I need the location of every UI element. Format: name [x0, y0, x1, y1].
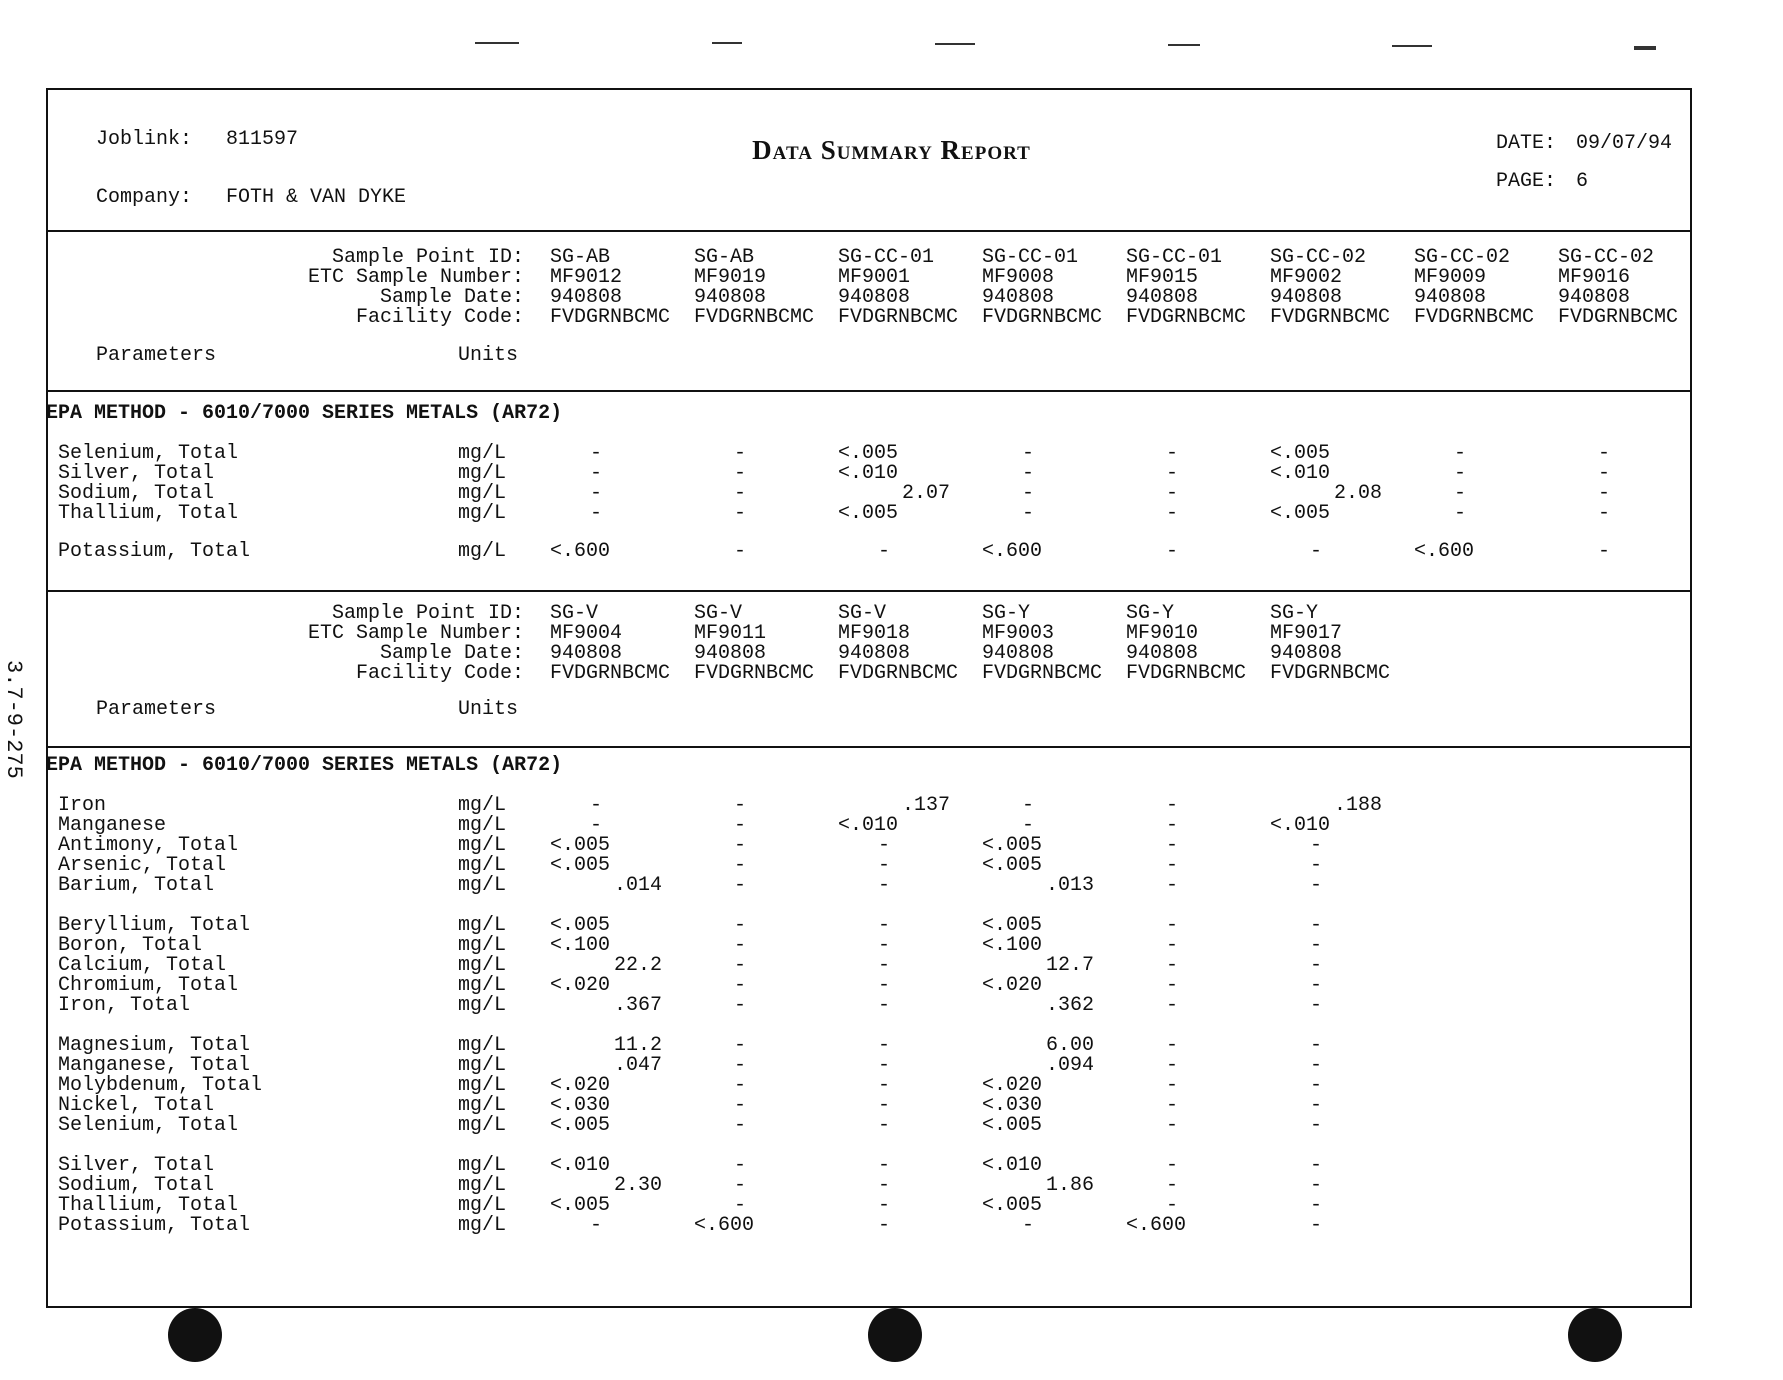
unit: mg/L — [458, 502, 507, 525]
result-value: - — [1310, 1034, 1323, 1057]
parameter-name: Sodium, Total — [58, 1174, 215, 1197]
result-value: - — [878, 1074, 891, 1097]
result-value: - — [1310, 874, 1323, 897]
result-value: .047 — [613, 1054, 662, 1077]
sample-number: MF9010 — [1126, 622, 1199, 645]
result-value: - — [1166, 1154, 1179, 1177]
result-value: <.600 — [982, 540, 1043, 563]
result-value: - — [734, 1194, 747, 1217]
date-value: 09/07/94 — [1576, 132, 1673, 155]
result-value: - — [1166, 1074, 1179, 1097]
result-value: <.010 — [982, 1154, 1043, 1177]
result-value: <.020 — [982, 1074, 1043, 1097]
result-value: - — [1022, 462, 1035, 485]
result-value: - — [1166, 794, 1179, 817]
result-value: - — [1166, 914, 1179, 937]
result-value: - — [1598, 442, 1611, 465]
unit: mg/L — [458, 442, 507, 465]
unit: mg/L — [458, 1154, 507, 1177]
punch-hole-left — [168, 1308, 222, 1362]
parameter-name: Manganese, Total — [58, 1054, 251, 1077]
sample-date: 940808 — [550, 642, 623, 665]
result-value: <.005 — [838, 442, 899, 465]
result-value: - — [734, 814, 747, 837]
header-divider — [46, 230, 1692, 232]
scan-mark — [712, 42, 742, 44]
result-value: <.005 — [550, 854, 611, 877]
parameter-name: Molybdenum, Total — [58, 1074, 263, 1097]
parameter-name: Iron, Total — [58, 994, 191, 1017]
result-value: - — [1310, 1214, 1323, 1237]
result-value: - — [1166, 1114, 1179, 1137]
sample-number: MF9002 — [1270, 266, 1343, 289]
unit: mg/L — [458, 954, 507, 977]
result-value: .013 — [1045, 874, 1094, 897]
result-value: - — [1310, 974, 1323, 997]
result-value: .188 — [1333, 794, 1382, 817]
sample-id: SG-V — [694, 602, 743, 625]
sample-date: 940808 — [1126, 642, 1199, 665]
result-value: - — [878, 1194, 891, 1217]
result-value: - — [1166, 934, 1179, 957]
punch-hole-right — [1568, 1308, 1622, 1362]
parameters-header: Parameters — [96, 698, 217, 721]
scan-mark — [1392, 45, 1432, 47]
result-value: <.600 — [1414, 540, 1475, 563]
result-value: - — [1454, 462, 1467, 485]
sample-id: SG-CC-01 — [1126, 246, 1223, 269]
sample-id: SG-V — [550, 602, 599, 625]
result-value: <.600 — [1126, 1214, 1187, 1237]
label-sample-point-id: Sample Point ID: — [331, 602, 524, 625]
result-value: - — [1022, 1214, 1035, 1237]
result-value: - — [734, 1074, 747, 1097]
result-value: - — [1166, 462, 1179, 485]
sample-facility: FVDGRNBCMC — [1414, 306, 1535, 329]
result-value: - — [1454, 502, 1467, 525]
result-value: <.005 — [982, 854, 1043, 877]
sample-id: SG-Y — [982, 602, 1031, 625]
result-value: - — [734, 462, 747, 485]
parameter-name: Sodium, Total — [58, 482, 215, 505]
result-value: .094 — [1045, 1054, 1094, 1077]
parameter-name: Manganese — [58, 814, 167, 837]
joblink-label: Joblink: — [96, 128, 193, 151]
result-value: - — [590, 442, 603, 465]
result-value: - — [734, 1054, 747, 1077]
company-label: Company: — [96, 186, 193, 209]
scan-mark — [935, 43, 975, 45]
label-etc-sample-number: ETC Sample Number: — [307, 266, 524, 289]
sample-facility: FVDGRNBCMC — [838, 662, 959, 685]
units-header: Units — [458, 698, 519, 721]
result-value: - — [590, 814, 603, 837]
result-value: <.030 — [550, 1094, 611, 1117]
result-value: - — [878, 1114, 891, 1137]
sample-date: 940808 — [982, 286, 1055, 309]
label-sample-date: Sample Date: — [379, 642, 524, 665]
sample-facility: FVDGRNBCMC — [1558, 306, 1679, 329]
result-value: - — [590, 502, 603, 525]
sample-facility: FVDGRNBCMC — [1126, 662, 1247, 685]
parameter-name: Silver, Total — [58, 1154, 215, 1177]
parameter-name: Selenium, Total — [58, 1114, 239, 1137]
sample-id: SG-CC-02 — [1414, 246, 1511, 269]
result-value: - — [1166, 540, 1179, 563]
result-value: - — [734, 1174, 747, 1197]
sample-facility: FVDGRNBCMC — [1270, 306, 1391, 329]
result-value: - — [1022, 502, 1035, 525]
parameter-name: Antimony, Total — [58, 834, 239, 857]
sample-number: MF9015 — [1126, 266, 1199, 289]
result-value: <.005 — [550, 914, 611, 937]
parameter-name: Silver, Total — [58, 462, 215, 485]
company-value: FOTH & VAN DYKE — [226, 186, 407, 209]
sample-id: SG-Y — [1126, 602, 1175, 625]
unit: mg/L — [458, 1214, 507, 1237]
unit: mg/L — [458, 994, 507, 1017]
result-value: - — [734, 1034, 747, 1057]
result-value: - — [1310, 854, 1323, 877]
result-value: - — [878, 1034, 891, 1057]
sample-facility: FVDGRNBCMC — [550, 662, 671, 685]
result-value: - — [590, 482, 603, 505]
result-value: <.005 — [982, 914, 1043, 937]
unit: mg/L — [458, 874, 507, 897]
section-divider — [46, 590, 1692, 592]
page-title: Data Summary Report — [752, 135, 1031, 165]
result-value: - — [878, 974, 891, 997]
result-value: - — [1166, 854, 1179, 877]
margin-note: 3.7-9-275 — [1, 660, 26, 779]
sample-facility: FVDGRNBCMC — [838, 306, 959, 329]
result-value: - — [1166, 954, 1179, 977]
result-value: <.010 — [1270, 462, 1331, 485]
result-value: - — [1022, 442, 1035, 465]
sample-number: MF9004 — [550, 622, 623, 645]
sample-number: MF9011 — [694, 622, 767, 645]
sample-number: MF9009 — [1414, 266, 1487, 289]
result-value: - — [1310, 1054, 1323, 1077]
sample-date: 940808 — [694, 642, 767, 665]
unit: mg/L — [458, 1114, 507, 1137]
result-value: - — [878, 874, 891, 897]
method-title: EPA METHOD - 6010/7000 SERIES METALS (AR72) — [46, 402, 563, 425]
result-value: - — [1310, 1194, 1323, 1217]
result-value: - — [878, 1214, 891, 1237]
unit: mg/L — [458, 914, 507, 937]
page-number: 6 — [1576, 170, 1589, 193]
result-value: <.010 — [550, 1154, 611, 1177]
result-value: <.100 — [550, 934, 611, 957]
punch-hole-center — [868, 1308, 922, 1362]
result-value: - — [878, 834, 891, 857]
result-value: - — [1166, 1094, 1179, 1117]
result-value: - — [1166, 974, 1179, 997]
result-value: - — [1598, 462, 1611, 485]
result-value: <.005 — [982, 834, 1043, 857]
result-value: - — [1310, 914, 1323, 937]
label-facility-code: Facility Code: — [355, 662, 524, 685]
result-value: <.020 — [982, 974, 1043, 997]
sample-id: SG-AB — [550, 246, 611, 269]
sample-number: MF9001 — [838, 266, 911, 289]
result-value: - — [1310, 1154, 1323, 1177]
unit: mg/L — [458, 482, 507, 505]
result-value: <.030 — [982, 1094, 1043, 1117]
result-value: <.600 — [550, 540, 611, 563]
result-value: <.005 — [550, 1194, 611, 1217]
result-value: - — [734, 994, 747, 1017]
sample-date: 940808 — [550, 286, 623, 309]
result-value: .014 — [613, 874, 662, 897]
result-value: - — [1310, 540, 1323, 563]
sample-date: 940808 — [1270, 642, 1343, 665]
result-value: - — [878, 854, 891, 877]
result-value: - — [1166, 814, 1179, 837]
parameter-name: Thallium, Total — [58, 1194, 239, 1217]
unit: mg/L — [458, 794, 507, 817]
label-sample-point-id: Sample Point ID: — [331, 246, 524, 269]
result-value: - — [1598, 482, 1611, 505]
sample-facility: FVDGRNBCMC — [694, 306, 815, 329]
result-value: - — [1310, 1094, 1323, 1117]
result-value: <.010 — [838, 814, 899, 837]
result-value: - — [734, 854, 747, 877]
label-facility-code: Facility Code: — [355, 306, 524, 329]
result-value: <.005 — [1270, 442, 1331, 465]
unit: mg/L — [458, 1034, 507, 1057]
result-value: - — [734, 442, 747, 465]
sample-number: MF9016 — [1558, 266, 1631, 289]
method-title: EPA METHOD - 6010/7000 SERIES METALS (AR72) — [46, 754, 563, 777]
unit: mg/L — [458, 540, 507, 563]
result-value: - — [734, 540, 747, 563]
sample-number: MF9019 — [694, 266, 767, 289]
result-value: <.005 — [550, 1114, 611, 1137]
result-value: .362 — [1045, 994, 1094, 1017]
result-value: - — [878, 1054, 891, 1077]
result-value: - — [734, 914, 747, 937]
result-value: - — [1166, 442, 1179, 465]
sample-date: 940808 — [1270, 286, 1343, 309]
sample-facility: FVDGRNBCMC — [694, 662, 815, 685]
unit: mg/L — [458, 834, 507, 857]
unit: mg/L — [458, 1074, 507, 1097]
sample-date: 940808 — [1126, 286, 1199, 309]
sample-id: SG-AB — [694, 246, 755, 269]
parameter-name: Beryllium, Total — [58, 914, 251, 937]
result-value: - — [590, 462, 603, 485]
parameter-name: Nickel, Total — [58, 1094, 215, 1117]
result-value: - — [1166, 1034, 1179, 1057]
result-value: - — [1166, 1194, 1179, 1217]
label-etc-sample-number: ETC Sample Number: — [307, 622, 524, 645]
result-value: - — [734, 1094, 747, 1117]
scan-mark — [1634, 46, 1656, 50]
sample-id: SG-CC-01 — [982, 246, 1079, 269]
sample-date: 940808 — [1414, 286, 1487, 309]
result-value: <.005 — [982, 1114, 1043, 1137]
sample-date: 940808 — [694, 286, 767, 309]
result-value: - — [734, 1114, 747, 1137]
result-value: - — [590, 1214, 603, 1237]
result-value: - — [878, 1174, 891, 1197]
result-value: - — [1598, 502, 1611, 525]
result-value: - — [878, 934, 891, 957]
section2-header-divider — [46, 746, 1692, 748]
result-value: - — [1310, 1074, 1323, 1097]
result-value: - — [1022, 794, 1035, 817]
result-value: - — [1166, 482, 1179, 505]
result-value: - — [1166, 994, 1179, 1017]
unit: mg/L — [458, 1094, 507, 1117]
parameter-name: Magnesium, Total — [58, 1034, 251, 1057]
units-header: Units — [458, 344, 519, 367]
unit: mg/L — [458, 974, 507, 997]
result-value: .367 — [613, 994, 662, 1017]
result-value: - — [1454, 442, 1467, 465]
unit: mg/L — [458, 1054, 507, 1077]
unit: mg/L — [458, 854, 507, 877]
sample-number: MF9003 — [982, 622, 1055, 645]
sample-number: MF9018 — [838, 622, 911, 645]
sample-id: SG-CC-02 — [1558, 246, 1655, 269]
result-value: <.600 — [694, 1214, 755, 1237]
sample-id: SG-V — [838, 602, 887, 625]
unit: mg/L — [458, 1174, 507, 1197]
scan-mark — [1168, 44, 1200, 46]
result-value: - — [1454, 482, 1467, 505]
sample-date: 940808 — [1558, 286, 1631, 309]
result-value: 2.08 — [1333, 482, 1382, 505]
result-value: 2.07 — [901, 482, 950, 505]
sample-date: 940808 — [982, 642, 1055, 665]
result-value: - — [734, 502, 747, 525]
sample-facility: FVDGRNBCMC — [1126, 306, 1247, 329]
result-value: <.005 — [838, 502, 899, 525]
result-value: <.100 — [982, 934, 1043, 957]
parameter-name: Potassium, Total — [58, 1214, 251, 1237]
parameter-name: Chromium, Total — [58, 974, 239, 997]
parameters-header: Parameters — [96, 344, 217, 367]
result-value: - — [1310, 1114, 1323, 1137]
sample-facility: FVDGRNBCMC — [982, 662, 1103, 685]
result-value: - — [734, 874, 747, 897]
unit: mg/L — [458, 462, 507, 485]
unit: mg/L — [458, 934, 507, 957]
result-value: - — [1166, 874, 1179, 897]
label-sample-date: Sample Date: — [379, 286, 524, 309]
result-value: 22.2 — [613, 954, 662, 977]
result-value: - — [1022, 482, 1035, 505]
sample-id: SG-CC-02 — [1270, 246, 1367, 269]
result-value: <.010 — [1270, 814, 1331, 837]
result-value: - — [734, 794, 747, 817]
parameter-name: Barium, Total — [58, 874, 215, 897]
result-value: - — [1310, 934, 1323, 957]
result-value: - — [878, 540, 891, 563]
result-value: - — [1166, 502, 1179, 525]
parameter-name: Boron, Total — [58, 934, 203, 957]
result-value: 2.30 — [613, 1174, 662, 1197]
parameter-name: Thallium, Total — [58, 502, 239, 525]
result-value: - — [590, 794, 603, 817]
result-value: 6.00 — [1045, 1034, 1094, 1057]
result-value: - — [734, 482, 747, 505]
result-value: <.010 — [838, 462, 899, 485]
sample-date: 940808 — [838, 642, 911, 665]
result-value: 11.2 — [613, 1034, 662, 1057]
result-value: <.020 — [550, 1074, 611, 1097]
joblink-value: 811597 — [226, 128, 299, 151]
parameter-name: Calcium, Total — [58, 954, 227, 977]
result-value: 1.86 — [1045, 1174, 1094, 1197]
sample-number: MF9012 — [550, 266, 623, 289]
sample-date: 940808 — [838, 286, 911, 309]
parameter-name: Potassium, Total — [58, 540, 251, 563]
result-value: - — [1310, 834, 1323, 857]
sample-facility: FVDGRNBCMC — [982, 306, 1103, 329]
unit: mg/L — [458, 814, 507, 837]
result-value: - — [734, 974, 747, 997]
result-value: - — [1310, 994, 1323, 1017]
result-value: - — [1022, 814, 1035, 837]
result-value: - — [734, 934, 747, 957]
sample-facility: FVDGRNBCMC — [1270, 662, 1391, 685]
parameter-name: Selenium, Total — [58, 442, 239, 465]
page-label: PAGE: — [1496, 170, 1557, 193]
sample-id: SG-CC-01 — [838, 246, 935, 269]
sample-number: MF9017 — [1270, 622, 1343, 645]
result-value: - — [734, 834, 747, 857]
result-value: - — [1310, 954, 1323, 977]
section1-header-divider — [46, 390, 1692, 392]
result-value: 12.7 — [1045, 954, 1094, 977]
parameter-name: Arsenic, Total — [58, 854, 227, 877]
result-value: <.005 — [982, 1194, 1043, 1217]
result-value: - — [878, 1154, 891, 1177]
result-value: - — [878, 994, 891, 1017]
result-value: <.020 — [550, 974, 611, 997]
unit: mg/L — [458, 1194, 507, 1217]
result-value: - — [1166, 834, 1179, 857]
result-value: - — [734, 1154, 747, 1177]
result-value: - — [878, 914, 891, 937]
result-value: - — [878, 954, 891, 977]
parameter-name: Iron — [58, 794, 107, 817]
result-value: <.005 — [550, 834, 611, 857]
result-value: - — [1598, 540, 1611, 563]
date-label: DATE: — [1496, 132, 1557, 155]
scan-mark — [475, 42, 519, 44]
result-value: <.005 — [1270, 502, 1331, 525]
result-value: - — [1166, 1054, 1179, 1077]
result-value: - — [1166, 1174, 1179, 1197]
sample-facility: FVDGRNBCMC — [550, 306, 671, 329]
result-value: .137 — [901, 794, 950, 817]
result-value: - — [878, 1094, 891, 1117]
sample-id: SG-Y — [1270, 602, 1319, 625]
result-value: - — [1310, 1174, 1323, 1197]
result-value: - — [734, 954, 747, 977]
sample-number: MF9008 — [982, 266, 1055, 289]
